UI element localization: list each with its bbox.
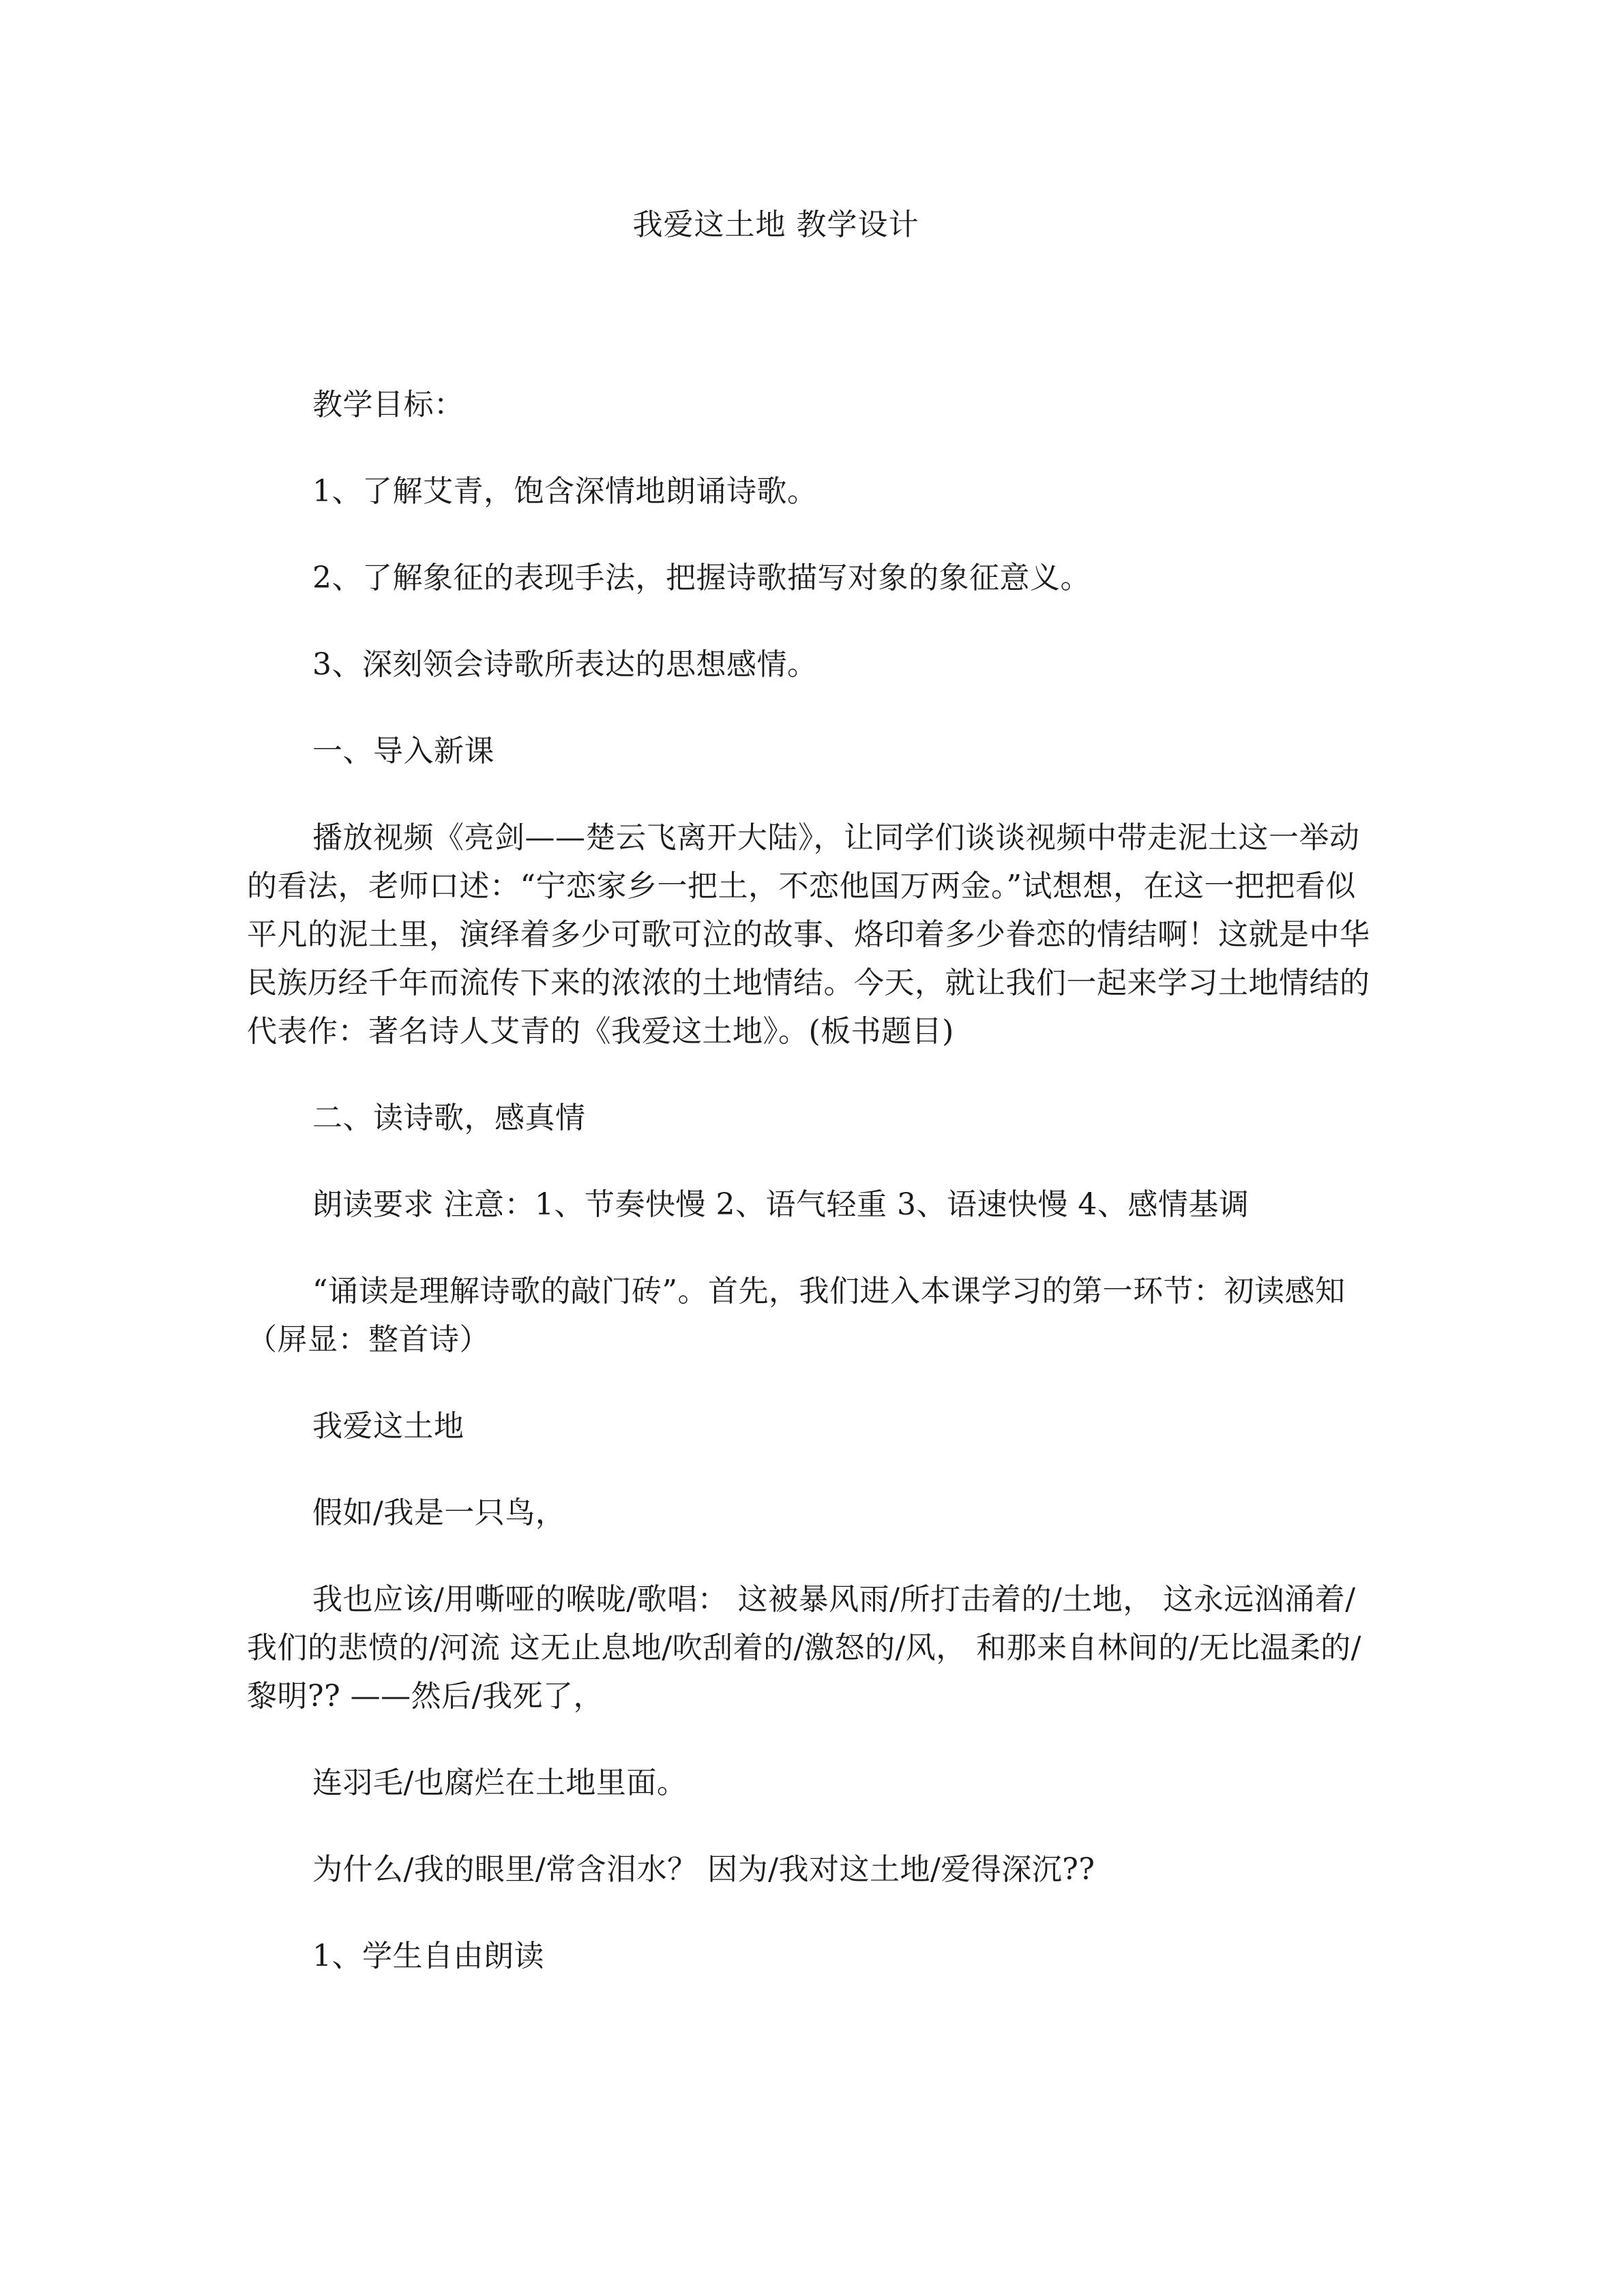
document-body bbox=[247, 381, 1376, 2018]
poem-line: 假如/我是一只鸟， bbox=[312, 1495, 566, 1530]
poem-line: 为什么/我的眼里/常含泪水？ 因为/我对这土地/爱得深沉?? bbox=[312, 1852, 1095, 1887]
poem-title: 我爱这土地 bbox=[312, 1409, 464, 1444]
reading-intro-paragraph: “诵读是理解诗歌的敲门砖”。首先，我们进入本课学习的第一环节：初读感知（屏显：整首诗） bbox=[247, 1274, 1346, 1357]
activity-item: 1、学生自由朗读 bbox=[312, 1939, 544, 1973]
introduction-paragraph: 播放视频《亮剑——楚云飞离开大陆》，让同学们谈谈视频中带走泥土这一举动的看法，老师口述：“宁恋家乡一把土，不恋他国万两金。”试想想，在这一把把看似平凡的泥土里，演绎着多少可歌可泣的故事、烙印着多少眷恋的情结啊！这就是中华民族历经千年而流传下来的浓浓的土地情结。今天，就让我们一起来学习土地情结的代表作：著名诗人艾青的《我爱这土地》。(板书题目) bbox=[247, 820, 1370, 1049]
poem-line: 连羽毛/也腐烂在土地里面。 bbox=[312, 1765, 688, 1800]
poem-stanza: 我也应该/用嘶哑的喉咙/歌唱： 这被暴风雨/所打击着的/土地， 这永远汹涌着/我们的悲愤的/河流 这无止息地/吹刮着的/激怒的/风， 和那来自林间的/无比温柔的/黎明?? ——然后/我死了， bbox=[247, 1582, 1361, 1714]
section-heading-reading: 二、读诗歌，感真情 bbox=[312, 1101, 586, 1135]
section-heading-introduction: 一、导入新课 bbox=[312, 734, 494, 769]
objective-item: 2、了解象征的表现手法，把握诗歌描写对象的象征意义。 bbox=[312, 561, 1091, 595]
objective-item: 1、了解艾青，饱含深情地朗诵诗歌。 bbox=[312, 474, 818, 509]
document-title: 我爱这土地 教学设计 bbox=[632, 207, 919, 242]
reading-requirements: 朗读要求 注意：1、节奏快慢 2、语气轻重 3、语速快慢 4、感情基调 bbox=[312, 1187, 1250, 1222]
objective-item: 3、深刻领会诗歌所表达的思想感情。 bbox=[312, 647, 818, 682]
section-heading-objectives: 教学目标： bbox=[312, 387, 464, 422]
